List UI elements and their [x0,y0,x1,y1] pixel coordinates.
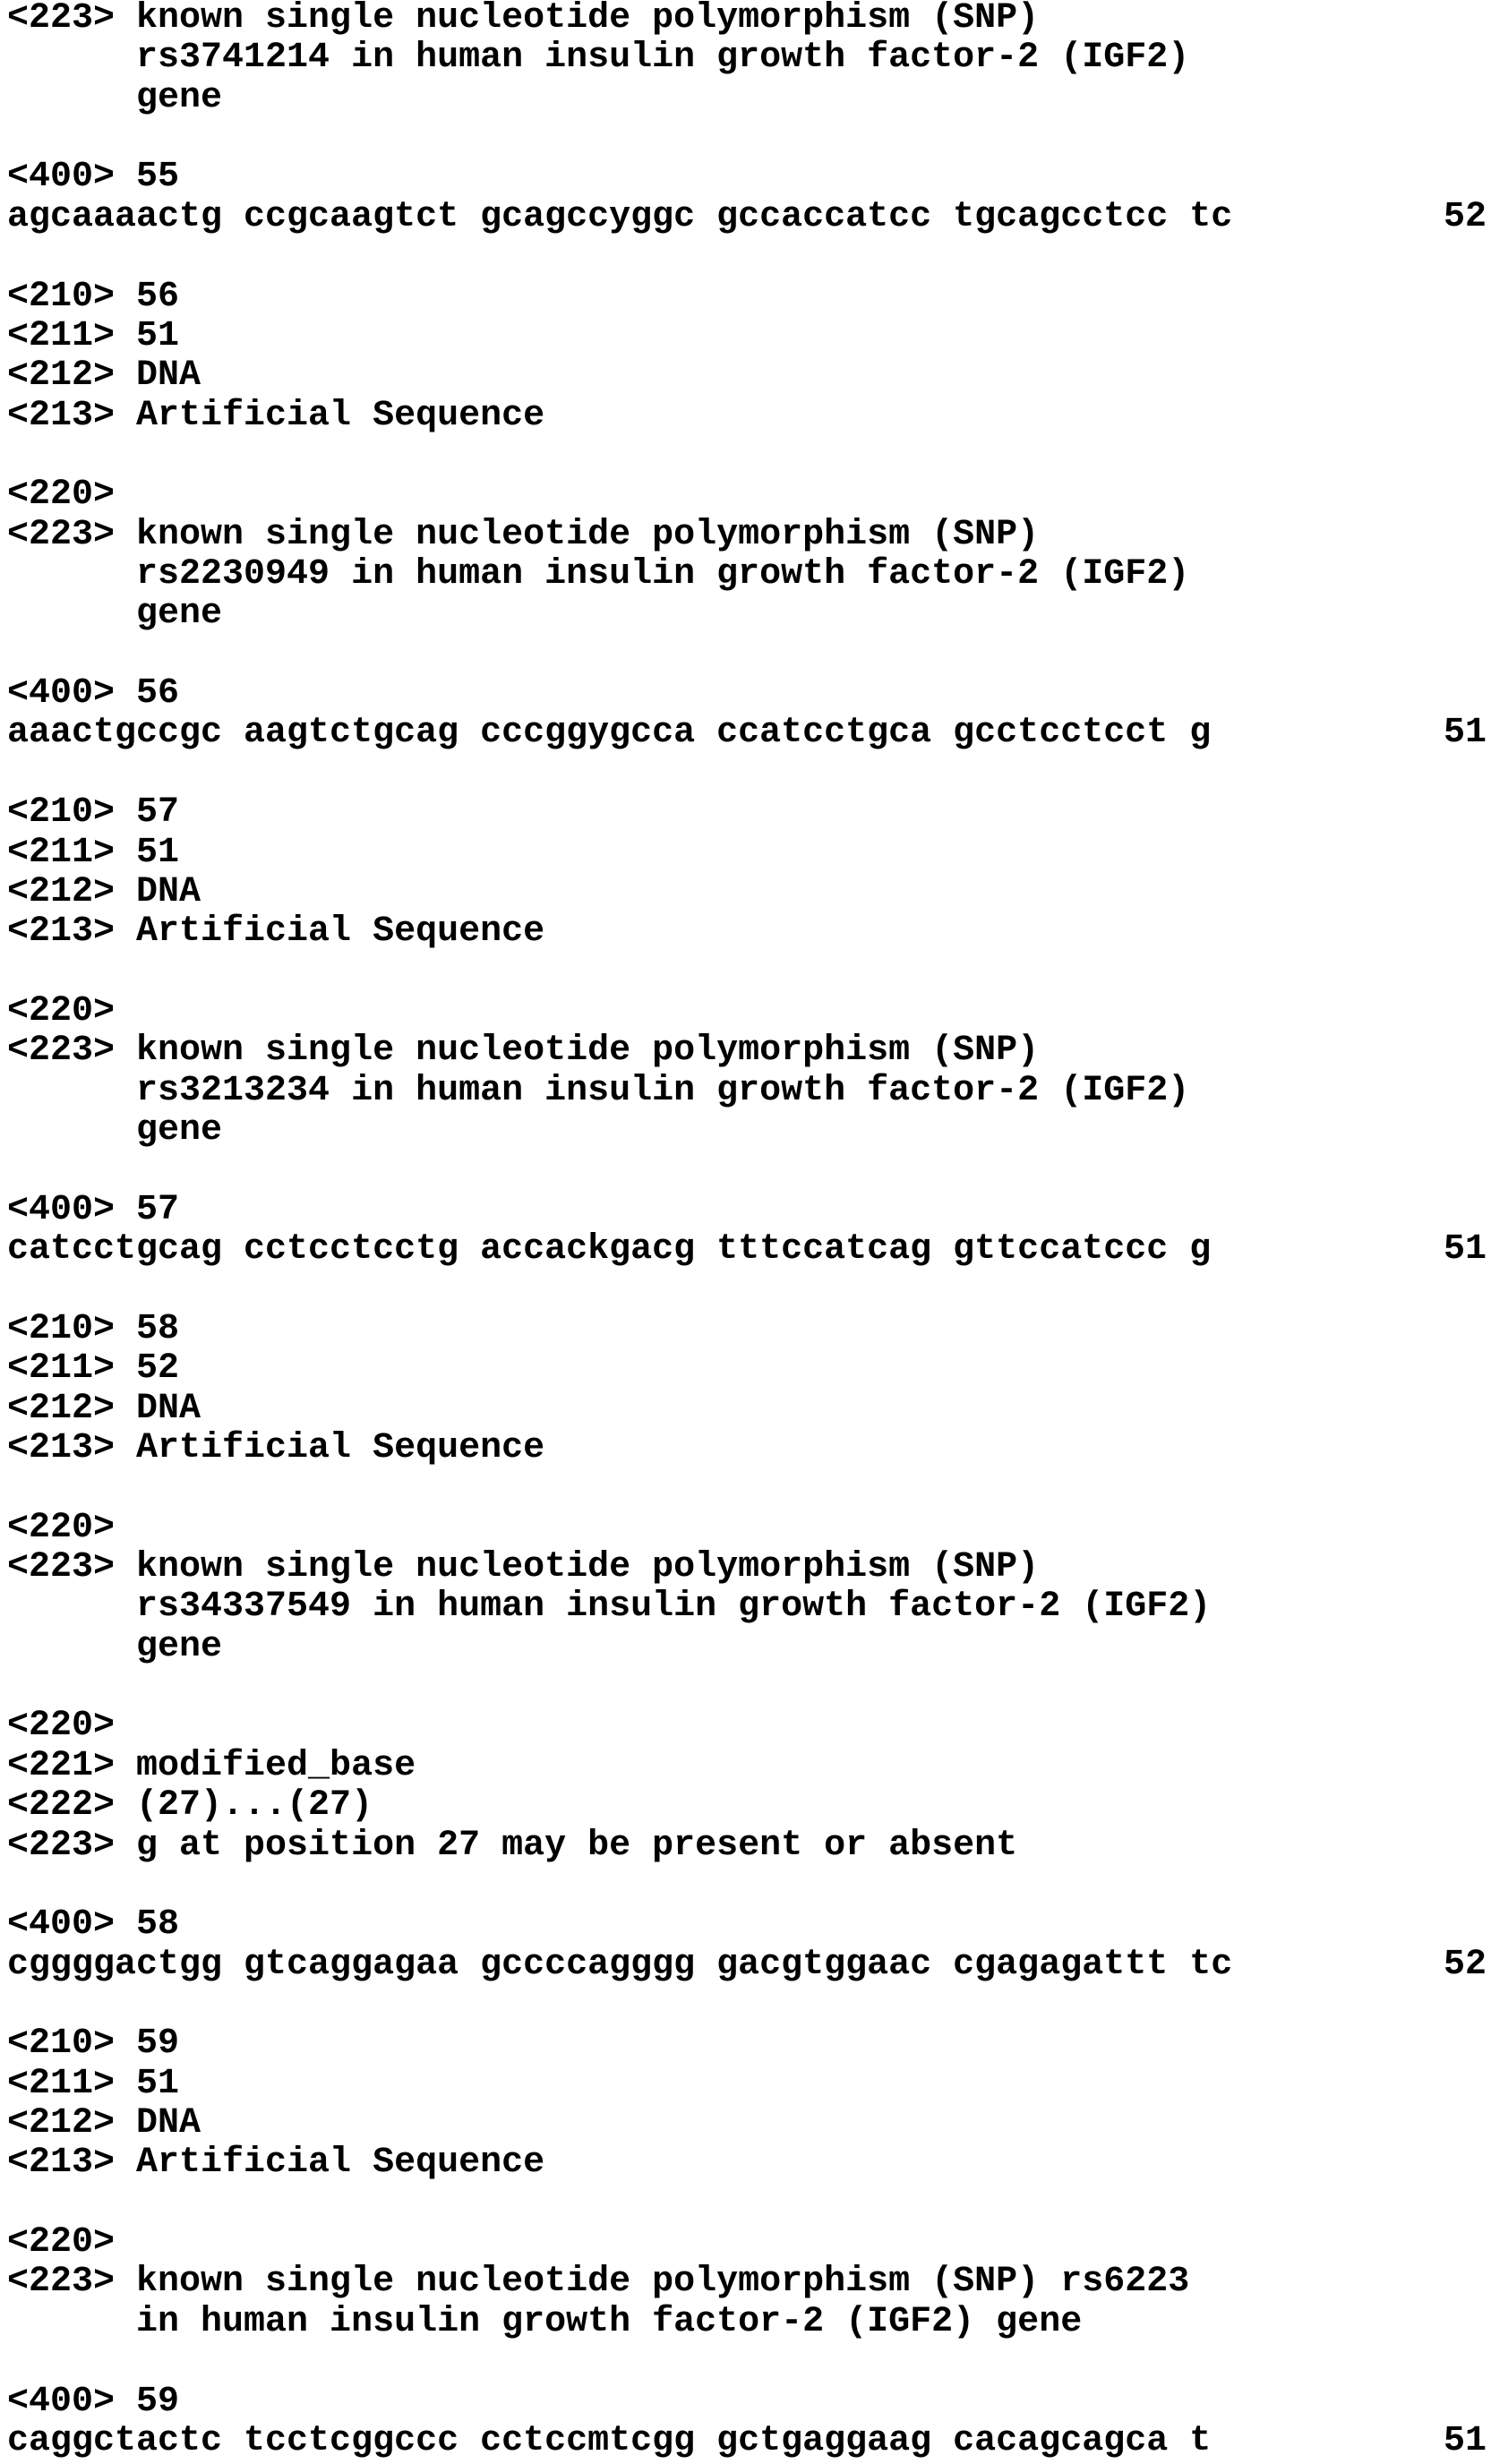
listing-line [7,2024,1487,2064]
listing-line [7,1628,1487,1667]
blank-line [7,237,1487,277]
line-text: <211> 52 [7,1348,179,1389]
listing-line [7,397,1487,436]
line-text: <213> Artificial Sequence [7,1428,544,1468]
sequence-listing-document [7,0,1487,2461]
sequence-length: 52 [1444,1946,1487,1985]
line-text: in human insulin growth factor-2 (IGF2) gene [7,2302,1082,2342]
line-text: <212> DNA [7,355,201,396]
line-text: <223> g at position 27 may be present or absent [7,1826,1017,1866]
listing-line [7,0,1487,38]
blank-line [7,1866,1487,1905]
listing-line [7,912,1487,952]
listing-line [7,2065,1487,2104]
line-text: gene [7,594,222,634]
listing-line [7,1072,1487,1111]
listing-line [7,158,1487,197]
line-text: <400> 57 [7,1190,179,1230]
line-text: rs34337549 in human insulin growth factor-2 (IGF2) [7,1587,1211,1627]
listing-line [7,555,1487,595]
blank-line [7,2342,1487,2382]
sequence-line [7,1230,1487,1270]
sequence-line [7,198,1487,237]
listing-line [7,1827,1487,1866]
listing-line [7,356,1487,396]
blank-line [7,1151,1487,1190]
sequence-line [7,2422,1487,2461]
line-text: cggggactgg gtcaggagaa gccccagggg gacgtggaac cgagagattt tc [7,1945,1232,1985]
line-text: rs2230949 in human insulin growth factor-2 (IGF2) [7,554,1189,595]
listing-line [7,1111,1487,1151]
listing-line [7,317,1487,356]
line-text: <223> known single nucleotide polymorphism (SNP) [7,0,1039,38]
line-text: <220> [7,1508,115,1548]
blank-line [7,2184,1487,2223]
listing-line [7,1191,1487,1230]
sequence-line [7,714,1487,753]
blank-line [7,118,1487,158]
sequence-length: 51 [1444,1230,1487,1270]
listing-line [7,1905,1487,1945]
line-text: <400> 59 [7,2382,179,2422]
listing-line [7,1786,1487,1826]
listing-line [7,834,1487,873]
line-text: <210> 57 [7,792,179,833]
listing-line [7,1349,1487,1389]
listing-line [7,873,1487,912]
line-text: <210> 59 [7,2023,179,2064]
blank-line [7,436,1487,475]
listing-line [7,1587,1487,1627]
listing-line [7,1509,1487,1548]
line-text: gene [7,1627,222,1667]
listing-line [7,38,1487,78]
line-text: gene [7,78,222,118]
line-text: <213> Artificial Sequence [7,2143,544,2183]
listing-line [7,278,1487,317]
line-text: <211> 51 [7,2064,179,2104]
line-text: <210> 58 [7,1309,179,1349]
line-text: <211> 51 [7,833,179,873]
listing-line [7,475,1487,515]
sequence-length: 52 [1444,198,1487,237]
line-text: <220> [7,475,115,515]
listing-line [7,1429,1487,1468]
listing-line [7,2223,1487,2263]
line-text: <400> 58 [7,1904,179,1945]
listing-line [7,2383,1487,2422]
listing-line [7,674,1487,714]
blank-line [7,1985,1487,2024]
listing-line [7,1747,1487,1786]
listing-line [7,2263,1487,2302]
line-text: <220> [7,991,115,1031]
line-text: <222> (27)...(27) [7,1785,373,1826]
line-text: <223> known single nucleotide polymorphism (SNP) [7,1547,1039,1587]
sequence-length: 51 [1444,2422,1487,2461]
line-text: <212> DNA [7,2103,201,2143]
listing-line [7,992,1487,1031]
listing-line [7,1031,1487,1071]
listing-line [7,2303,1487,2342]
line-text: <220> [7,1706,115,1746]
line-text: gene [7,1110,222,1151]
listing-line [7,516,1487,555]
sequence-length: 51 [1444,714,1487,753]
listing-line [7,1707,1487,1746]
blank-line [7,754,1487,793]
line-text: <212> DNA [7,872,201,912]
line-text: <223> known single nucleotide polymorphism (SNP) [7,1031,1039,1071]
line-text: <223> known single nucleotide polymorphism (SNP) [7,515,1039,555]
blank-line [7,953,1487,992]
blank-line [7,635,1487,674]
line-text: rs3213234 in human insulin growth factor-2 (IGF2) [7,1071,1189,1111]
line-text: <213> Artificial Sequence [7,911,544,952]
line-text: <220> [7,2222,115,2263]
line-text: <400> 56 [7,673,179,714]
blank-line [7,1667,1487,1707]
listing-line [7,1548,1487,1587]
listing-line [7,1390,1487,1429]
line-text: <212> DNA [7,1389,201,1429]
line-text: catcctgcag cctcctcctg accackgacg tttccatcag gttccatccc g [7,1229,1211,1270]
line-text: agcaaaactg ccgcaagtct gcagccyggc gccaccatcc tgcagcctcc tc [7,197,1232,237]
line-text: <400> 55 [7,157,179,197]
listing-line [7,79,1487,118]
line-text: <223> known single nucleotide polymorphism (SNP) rs6223 [7,2262,1189,2302]
listing-line [7,2104,1487,2143]
line-text: <213> Artificial Sequence [7,396,544,436]
line-text: <211> 51 [7,316,179,356]
line-text: <221> modified_base [7,1746,416,1786]
listing-line [7,1310,1487,1349]
listing-line [7,595,1487,634]
listing-line [7,793,1487,833]
blank-line [7,1468,1487,1508]
line-text: aaactgccgc aagtctgcag cccggygcca ccatcctgca gcctcctcct g [7,713,1211,753]
sequence-line [7,1946,1487,1985]
blank-line [7,1270,1487,1310]
line-text: caggctactc tcctcggccc cctccmtcgg gctgaggaag cacagcagca t [7,2421,1211,2461]
line-text: rs3741214 in human insulin growth factor-2 (IGF2) [7,38,1189,78]
listing-line [7,2143,1487,2183]
line-text: <210> 56 [7,277,179,317]
